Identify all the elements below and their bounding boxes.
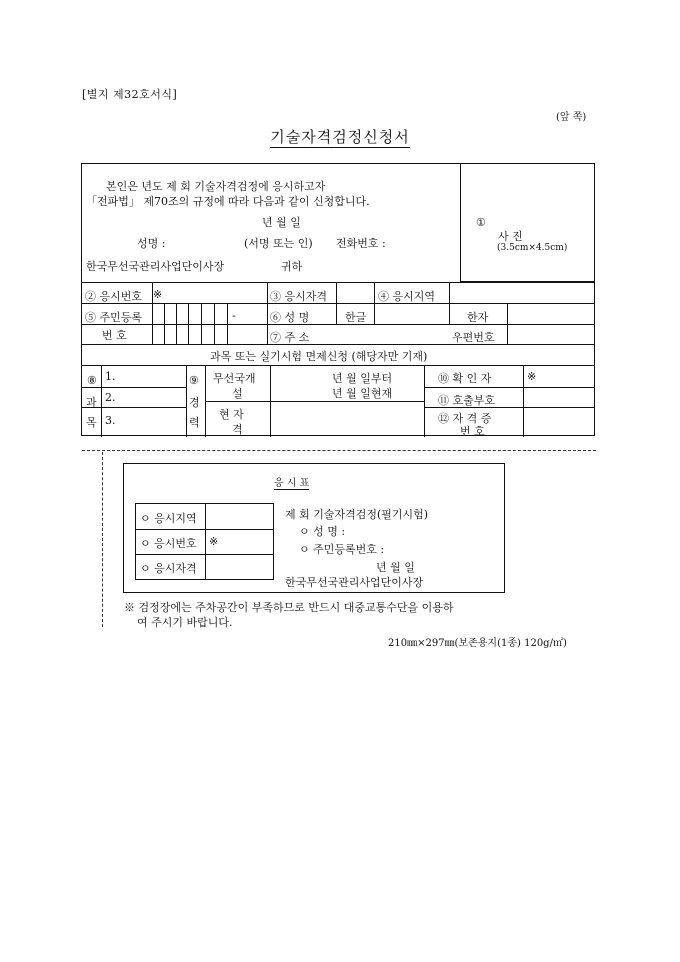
subject-item-2: 2. <box>105 391 116 404</box>
career-label-1: 경 <box>189 396 200 409</box>
slip-rrn-line: ㅇ 주민등록번호 : <box>299 543 385 556</box>
subject-item-3: 3. <box>105 414 116 427</box>
rrn-label-line-1: ⑤ 주민등록 <box>85 311 143 324</box>
slip-number-mark: ※ <box>209 535 219 548</box>
slip-date: 년 월 일 <box>376 561 415 574</box>
address-label: ⑦ 주 소 <box>270 331 310 344</box>
photo-size: (3.5cm×4.5cm) <box>497 243 568 253</box>
career-label-2: 력 <box>189 416 200 429</box>
intro-line-2: 「전파법」 제70조의 규정에 따라 다음과 같이 신청합니다. <box>86 195 370 208</box>
slip-name-line: ㅇ 성 명 : <box>299 525 346 538</box>
rrn-field[interactable] <box>153 304 266 343</box>
exam-number-label: ② 응시번호 <box>85 290 143 303</box>
license-number-label-2: 번 호 <box>460 425 485 438</box>
form-title <box>0 126 680 147</box>
slip-title: 응 시 표 <box>274 474 309 490</box>
parking-notice-line-1: ※ 검정장에는 주차공간이 부족하므로 반드시 대중교통수단을 이용하 <box>124 601 454 614</box>
paper-spec: 210㎜×297㎜(보존용지(1종) 120g/㎡) <box>388 638 567 649</box>
subject-label-1: 과 <box>86 396 97 409</box>
name-hangul-field[interactable] <box>375 304 448 323</box>
call-sign-field[interactable] <box>524 388 593 406</box>
exam-number-field[interactable] <box>232 283 266 302</box>
slip-table <box>135 503 274 580</box>
postal-code-field[interactable] <box>508 325 593 343</box>
address-field[interactable] <box>337 325 450 343</box>
exemption-heading: 과목 또는 실기시험 면제신청 (해당자만 기재) <box>210 350 428 363</box>
slip-exam-line: 제 회 기술자격검정(필기시험) <box>285 508 429 521</box>
name-hanja-label: 한자 <box>467 311 489 324</box>
current-qualification-label-1: 현 자 <box>219 408 244 421</box>
radio-station-label-1: 무선국개 <box>213 372 256 385</box>
phone-label: 전화번호 : <box>336 237 386 250</box>
page-side-label: (앞 쪽) <box>556 112 587 123</box>
name-label: ⑥ 성 명 <box>270 311 310 324</box>
current-qualification-field[interactable] <box>271 402 423 436</box>
slip-number-label: ㅇ 응시번호 <box>140 537 197 550</box>
career-number: ⑨ <box>189 374 199 387</box>
applicant-name-label: 성명 : <box>137 237 166 250</box>
slip-issuer: 한국무선국관리사업단이사장 <box>285 576 424 589</box>
cut-line-horizontal <box>82 450 596 451</box>
photo-number: ① <box>476 216 486 229</box>
application-date: 년 월 일 <box>262 216 301 229</box>
cut-line-vertical <box>102 452 103 627</box>
radio-station-label-2: 설 <box>232 387 243 400</box>
signature-label: (서명 또는 인) <box>244 237 313 250</box>
postal-code-label: 우편번호 <box>452 331 495 344</box>
photo-label: 사 진 <box>498 230 523 243</box>
license-number-field[interactable] <box>524 408 593 436</box>
form-title-text: 기술자격검정신청서 <box>270 128 410 146</box>
slip-qualification-label: ㅇ 응시자격 <box>140 562 197 575</box>
slip-region-label: ㅇ 응시지역 <box>140 512 197 525</box>
region-field[interactable] <box>450 283 593 302</box>
call-sign-label: ⑪ 호출부호 <box>438 394 496 407</box>
subject-2-field[interactable] <box>118 388 185 406</box>
qualification-field[interactable] <box>337 283 373 302</box>
subject-item-1: 1. <box>105 370 116 383</box>
subject-number: ⑧ <box>87 374 97 387</box>
career-date-to: 년 월 일현재 <box>332 387 393 400</box>
confirmer-field[interactable] <box>524 366 593 386</box>
career-date-from: 년 월 일부터 <box>332 372 393 385</box>
rrn-dash: - <box>232 309 236 322</box>
confirmer-label: ⑩ 확 인 자 <box>438 372 492 385</box>
region-label: ④ 응시지역 <box>378 290 436 303</box>
parking-notice-line-2: 여 주시기 바랍니다. <box>137 616 233 629</box>
form-number: [별지 제32호서식] <box>82 88 178 101</box>
name-hanja-field[interactable] <box>508 304 593 323</box>
qualification-label: ③ 응시자격 <box>270 290 328 303</box>
photo-box[interactable] <box>460 163 595 282</box>
recipient-honorific: 귀하 <box>281 260 303 273</box>
subject-label-2: 목 <box>86 416 97 429</box>
current-qualification-label-2: 격 <box>232 423 243 436</box>
subject-3-field[interactable] <box>118 408 185 436</box>
name-hangul-label: 한글 <box>345 311 367 324</box>
confirmer-mark: ※ <box>527 370 537 383</box>
license-number-label-1: ⑫ 자 격 증 <box>438 412 492 425</box>
recipient: 한국무선국관리사업단이사장 <box>86 260 225 273</box>
rrn-label-line-2: 번 호 <box>102 329 127 342</box>
subject-1-field[interactable] <box>118 366 185 386</box>
exam-number-mark: ※ <box>153 288 163 301</box>
intro-line-1: 본인은 년도 제 회 기술자격검정에 응시하고자 <box>106 180 326 193</box>
